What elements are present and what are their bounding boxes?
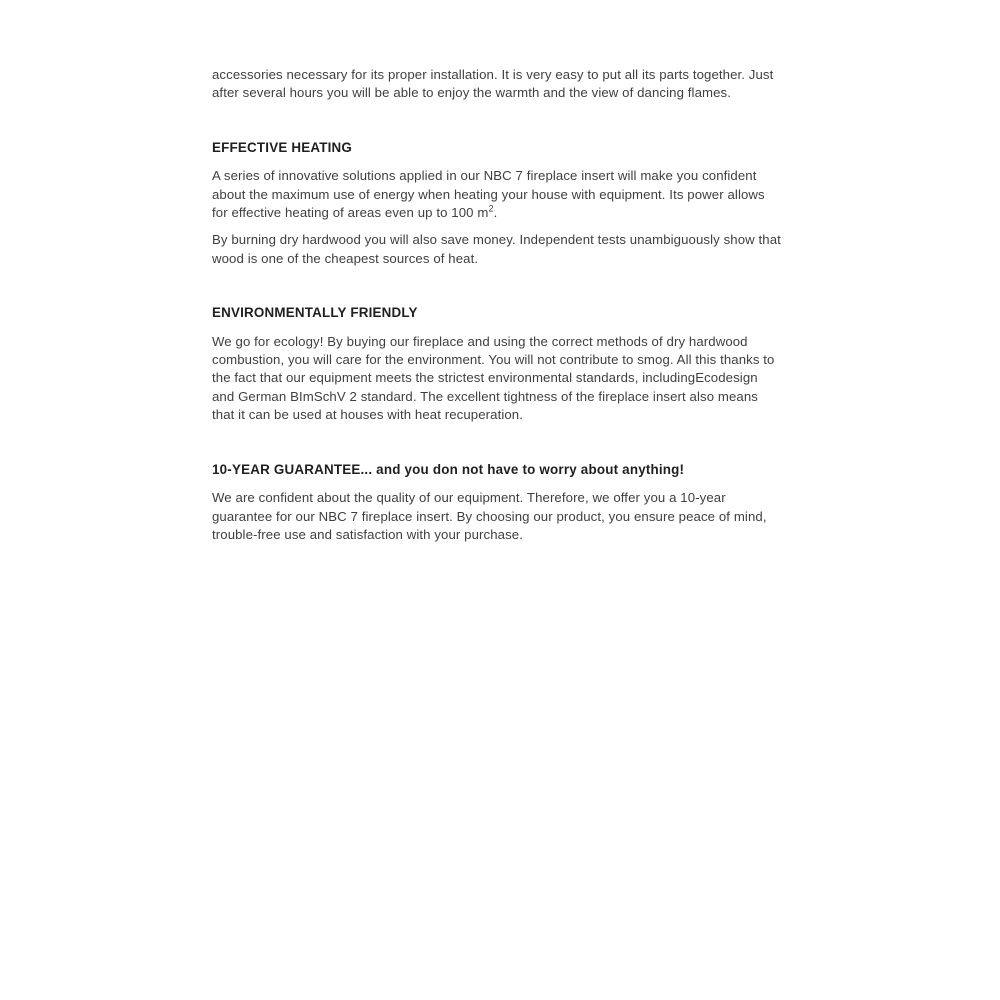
effective-heating-paragraph-2: By burning dry hardwood you will also save money. Independent tests unambiguously show that wood is one of the cheapest sources of heat. [212, 232, 781, 266]
effective-heating-paragraph-1 [212, 167, 782, 222]
environmentally-friendly-paragraph: We go for ecology! By buying our fireplace and using the correct methods of dry hardwood combustion, you will care for the environment. You will not contribute to smog. All this thanks to the fact that our equipment meets the strictest environmental standards, includingEcodesign and German BImSchV 2 standard. The excellent tightness of the fireplace insert also means that it can be used at houses with heat recuperation. [212, 333, 775, 423]
guarantee-paragraph: We are confident about the quality of our equipment. Therefore, we offer you a 10-year guarantee for our NBC 7 fireplace insert. By choosing our product, you ensure peace of mind, trouble-free use and satisfaction with your purchase. [212, 490, 767, 542]
effective-heating-heading: EFFECTIVE HEATING [212, 139, 353, 155]
effective-heating-paragraph-1-text: A series of innovative solutions applied in our NBC 7 fireplace insert will make you confident about the maximum use of energy when heating your house with equipment. Its power allows for effective heating of areas even up to 100 m [212, 168, 765, 221]
effective-heating-paragraph-1-period: . [493, 205, 498, 221]
guarantee-heading: 10-YEAR GUARANTEE... and you don not have to worry about anything! [212, 461, 685, 477]
intro-paragraph: accessories necessary for its proper installation. It is very easy to put all its parts together. Just after several hours you will be able to enjoy the warmth and the view of dancing flames. [212, 67, 774, 101]
environmentally-friendly-heading: ENVIRONMENTALLY FRIENDLY [212, 305, 418, 321]
square-meters-superscript: 2 [488, 203, 494, 214]
document-content [212, 66, 782, 544]
